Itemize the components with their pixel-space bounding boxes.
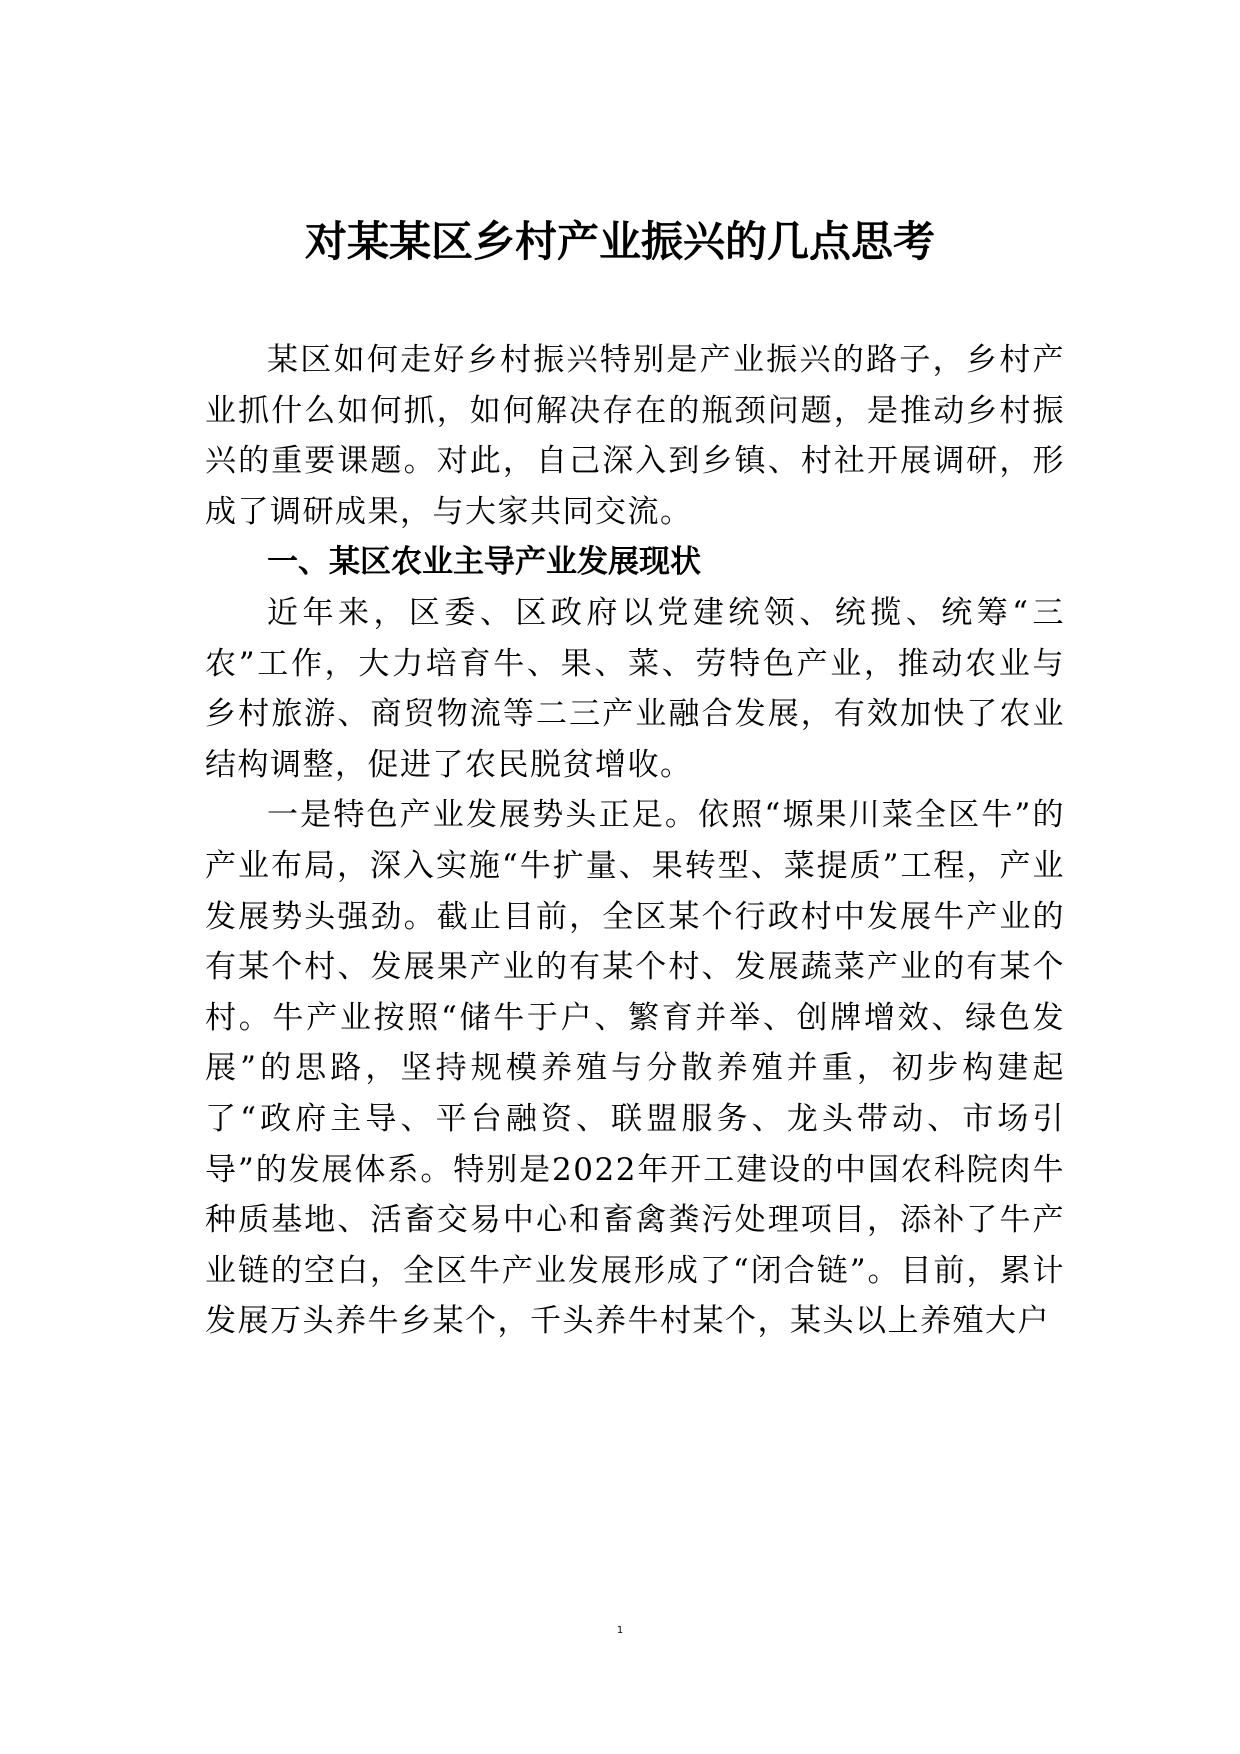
intro-paragraph: 某区如何走好乡村振兴特别是产业振兴的路子，乡村产业抓什么如何抓，如何解决存在的瓶颈问题，是推动乡村振兴的重要课题。对此，自己深入到乡镇、村社开展调研，形成了调研成果，与大家共同交流。 bbox=[205, 342, 1065, 530]
body-paragraph: 近年来，区委、区政府以党建统领、统揽、统筹“三农”工作，大力培育牛、果、菜、劳特色产业，推动农业与乡村旅游、商贸物流等二三产业融合发展，有效加快了农业结构调整，促进了农民脱贫增收。 bbox=[205, 594, 1065, 783]
body-paragraph: 一是特色产业发展势头正足。依照“塬果川菜全区牛”的产业布局，深入实施“牛扩量、果转型、菜提质”工程，产业发展势头强劲。截止目前，全区某个行政村中发展牛产业的有某个村、发展果产业的有某个村、发展蔬菜产业的有某个村。牛产业按照“储牛于户、繁育并举、创牌增效、绿色发展”的思路，坚持规模养殖与分散养殖并重，初步构建起了“政府主导、平台融资、联盟服务、龙头带动、市场引导”的发展体系。特别是2022年开工建设的中国农科院肉牛种质基地、活畜交易中心和畜禽粪污处理项目，添补了牛产业链的空白，全区牛产业发展形成了“闭合链”。目前，累计发展万头养牛乡某个，千头养牛村某个，某头以上养殖大户 bbox=[205, 797, 1065, 1340]
document-body bbox=[205, 335, 1065, 1347]
section-heading: 一、某区农业主导产业发展现状 bbox=[267, 544, 701, 581]
page-number: 1 bbox=[616, 1625, 624, 1636]
document-title: 对某某区乡村产业振兴的几点思考 bbox=[304, 217, 935, 266]
